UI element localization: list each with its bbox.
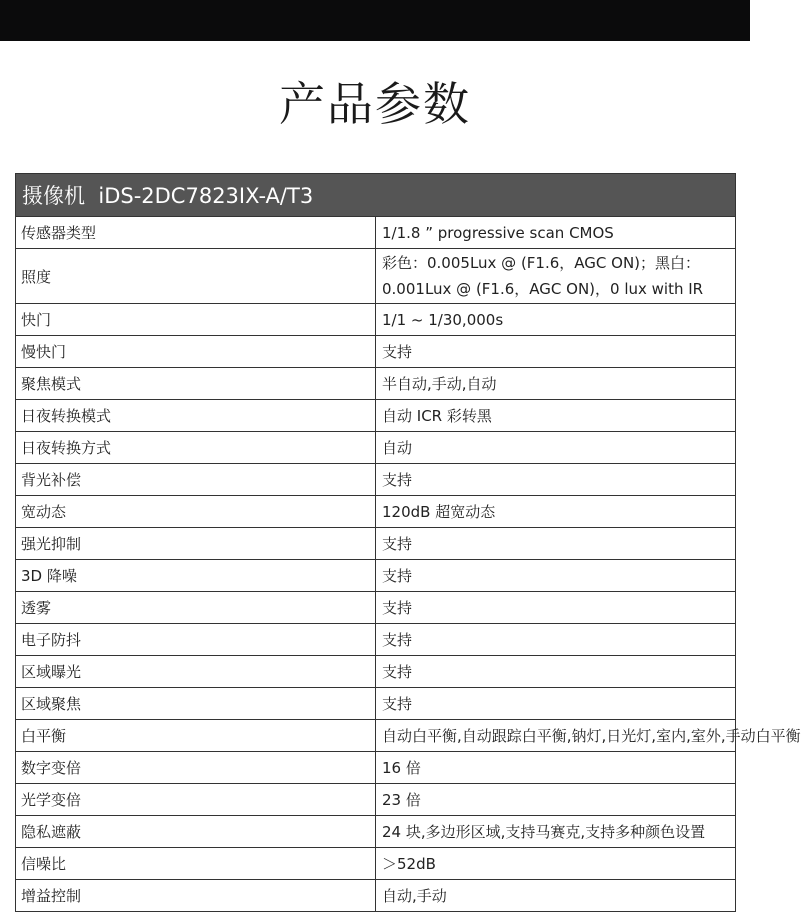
spec-label: 照度 <box>16 249 376 304</box>
spec-label: 数字变倍 <box>16 752 376 784</box>
header-label: 摄像机 <box>22 184 85 208</box>
spec-value: 16 倍 <box>376 752 736 784</box>
page-title: 产品参数 <box>279 77 471 131</box>
spec-value: 1/1.8 ” progressive scan CMOS <box>376 217 736 249</box>
spec-value: 支持 <box>376 624 736 656</box>
spec-label: 增益控制 <box>16 880 376 912</box>
spec-value: 支持 <box>376 688 736 720</box>
table-header-row <box>16 174 736 217</box>
table-header <box>16 174 736 217</box>
spec-value: 支持 <box>376 464 736 496</box>
spec-label: 光学变倍 <box>16 784 376 816</box>
header-model: iDS-2DC7823IX-A/T3 <box>98 184 314 208</box>
spec-label: 白平衡 <box>16 720 376 752</box>
spec-value: ＞52dB <box>376 848 736 880</box>
table-row <box>16 528 736 560</box>
table-row <box>16 560 736 592</box>
spec-value: 支持 <box>376 560 736 592</box>
table-row <box>16 880 736 912</box>
spec-label: 日夜转换方式 <box>16 432 376 464</box>
table-row <box>16 217 736 249</box>
spec-label: 背光补偿 <box>16 464 376 496</box>
spec-value: 半自动,手动,自动 <box>376 368 736 400</box>
spec-value: 自动 ICR 彩转黑 <box>376 400 736 432</box>
spec-label: 聚焦模式 <box>16 368 376 400</box>
spec-label: 3D 降噪 <box>16 560 376 592</box>
table-row <box>16 368 736 400</box>
spec-value: 24 块,多边形区域,支持马赛克,支持多种颜色设置 <box>376 816 736 848</box>
spec-label: 区域聚焦 <box>16 688 376 720</box>
spec-value: 23 倍 <box>376 784 736 816</box>
top-banner <box>0 0 750 41</box>
table-row <box>16 848 736 880</box>
table-row <box>16 624 736 656</box>
spec-label: 传感器类型 <box>16 217 376 249</box>
spec-label: 宽动态 <box>16 496 376 528</box>
spec-label: 快门 <box>16 304 376 336</box>
spec-label: 信噪比 <box>16 848 376 880</box>
table-row <box>16 752 736 784</box>
spec-value: 120dB 超宽动态 <box>376 496 736 528</box>
table-row <box>16 464 736 496</box>
spec-label: 区域曝光 <box>16 656 376 688</box>
spec-value: 支持 <box>376 528 736 560</box>
spec-label: 慢快门 <box>16 336 376 368</box>
spec-value: 自动,手动 <box>376 880 736 912</box>
table-row <box>16 656 736 688</box>
spec-value: 支持 <box>376 336 736 368</box>
table-row <box>16 496 736 528</box>
spec-label: 电子防抖 <box>16 624 376 656</box>
spec-table <box>15 173 801 912</box>
table-row <box>16 400 736 432</box>
spec-value: 支持 <box>376 592 736 624</box>
spec-label: 日夜转换模式 <box>16 400 376 432</box>
table-row <box>16 688 736 720</box>
table-row <box>16 336 736 368</box>
spec-value: 自动白平衡,自动跟踪白平衡,钠灯,日光灯,室内,室外,手动白平衡 <box>376 720 736 752</box>
spec-label: 透雾 <box>16 592 376 624</box>
table-row <box>16 784 736 816</box>
spec-label: 隐私遮蔽 <box>16 816 376 848</box>
spec-label: 强光抑制 <box>16 528 376 560</box>
spec-value: 自动 <box>376 432 736 464</box>
spec-value: 支持 <box>376 656 736 688</box>
spec-value: 彩色：0.005Lux @ (F1.6，AGC ON)；黑白：0.001Lux @ (F1.6，AGC ON)，0 lux with IR <box>376 249 736 304</box>
table-row <box>16 720 736 752</box>
table-row <box>16 304 736 336</box>
table-row <box>16 592 736 624</box>
table-row <box>16 432 736 464</box>
table-row <box>16 249 736 304</box>
table-row <box>16 816 736 848</box>
spec-value: 1/1 ~ 1/30,000s <box>376 304 736 336</box>
